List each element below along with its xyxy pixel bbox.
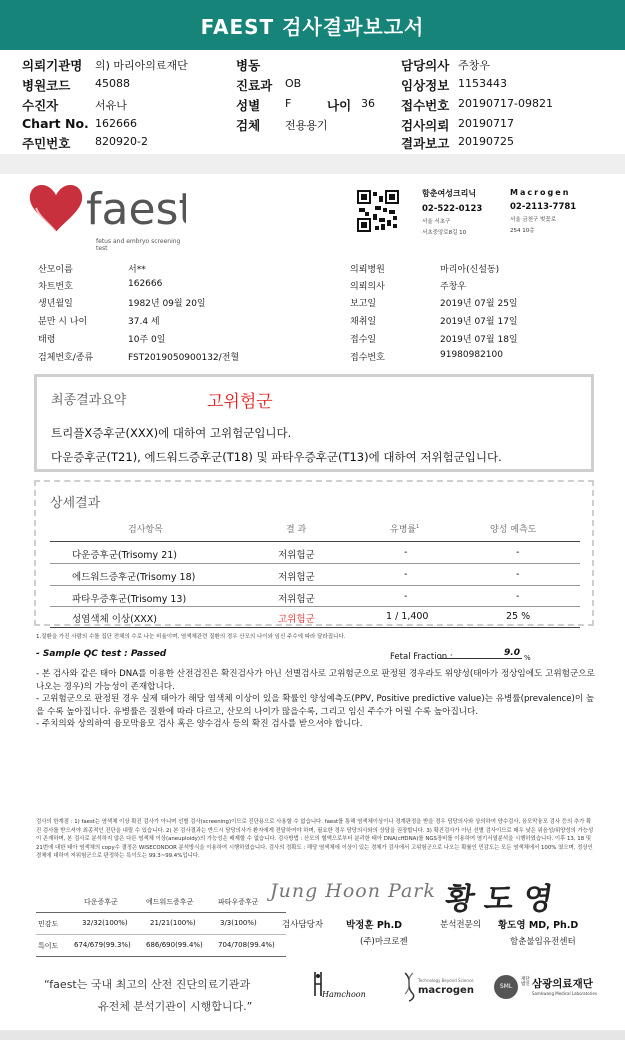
ref-hospital-value: 마리아(신설동)	[440, 265, 500, 275]
qr-code-icon	[357, 190, 399, 232]
age-value: 36	[361, 97, 375, 110]
quote-line-1: “faest는 국내 최고의 산전 진단의료기관과	[44, 978, 251, 991]
institution-value: 의) 마리아의료재단	[95, 59, 188, 72]
collect-day-value: 2019년 07월 17일	[440, 317, 518, 327]
department-label: 진료과	[236, 78, 273, 93]
closing-quote	[44, 974, 252, 1018]
sex-label: 성별	[236, 98, 261, 113]
hamchoon-logo	[308, 970, 368, 1004]
analyst-org: 함춘불임유전센터	[510, 937, 576, 947]
tester-org: (주)마크로젠	[360, 937, 408, 947]
fetal-fraction-unit: %	[524, 654, 531, 662]
note-item: - 고위험군으로 판정된 경우 실제 태아가 해당 염색체 이상이 있을 확률인 양성예측도(PPV, Positive predictive value)는 유병률(prevalence)이 높을 수록 높아집니다. 유병률은 질환에 따라 다르고, 산모의 나이가 많을수록, 그리고 임신 주수가 어릴 수록 높아집니다.	[36, 694, 595, 717]
header-result: 결 과	[286, 525, 307, 535]
macrogen-name: Macrogen	[510, 188, 571, 197]
final-summary-box	[34, 374, 594, 472]
qc-status: - Sample QC test : Passed	[36, 649, 167, 659]
receipt-day-label: 접수일	[350, 335, 377, 345]
doctor-label: 담당의사	[401, 58, 450, 73]
detail-title: 상세결과	[50, 496, 101, 511]
macrogen-tagline: Technology Beyond Science	[418, 978, 474, 983]
hamchoon-wordmark: Hamchoon	[322, 990, 366, 999]
chart-number-label: 차트번호	[38, 282, 73, 292]
chart-number-value: 162666	[128, 279, 163, 289]
recipient-label: 수진자	[22, 98, 59, 113]
ref-hospital-label: 의뢰병원	[350, 265, 385, 275]
institution-label: 의뢰기관명	[22, 58, 83, 73]
gestation-value: 10주 0일	[128, 335, 166, 345]
report-date-value: 20190725	[458, 135, 514, 148]
recipient-value: 서유나	[95, 99, 127, 112]
table-row: 파타우증후군(Trisomy 13) 저위험군 - -	[72, 591, 520, 605]
summary-line-1: 트리플X증후군(XXX)에 대하여 고위험군입니다.	[51, 426, 292, 440]
report-title: FAEST 검사결과보고서	[0, 0, 625, 50]
report-day-value: 2019년 07월 25일	[440, 299, 518, 309]
header-info	[0, 50, 625, 154]
note-item: - 본 검사와 같은 태아 DNA를 이용한 산전검진은 확진검사가 아닌 선별검사로 고위험군으로 판정된 경우라도 위양성(태아가 정상임에도 고위험군으로 나오는 경우)의 가능성이 존재합니다.	[36, 669, 595, 692]
samkwang-prefix: 재단법인	[521, 977, 530, 987]
table-rule	[50, 627, 580, 628]
summary-risk: 고위험군	[207, 392, 273, 412]
samkwang-wordmark: 삼광의료재단	[532, 978, 593, 990]
analyst-name: 황도영 MD, Ph.D	[498, 920, 579, 931]
note-item: - 주치의와 상의하여 융모막융모 검사 혹은 양수검사 등의 확진 검사를 받으셔야 합니다.	[36, 719, 363, 730]
bottom-strip	[0, 1030, 625, 1040]
macrogen-phone: 02-2113-7781	[510, 202, 577, 212]
ward-label: 병동	[236, 58, 261, 73]
hamchoon-contact	[422, 188, 482, 236]
stats-header-row: 다운증후군 에드워드증후군 파타우증후군	[84, 898, 259, 906]
report-document	[16, 174, 609, 1030]
samkwang-en: Samkwang Medical Laboratories	[532, 991, 597, 996]
summary-title: 최종결과요약	[51, 393, 127, 408]
hamchoon-addr2: 서초중앙로8길 10	[422, 230, 467, 236]
header-prevalence: 유병률$^1$	[390, 524, 420, 535]
tester-signature: Jung Hoon Park	[270, 880, 436, 902]
macrogen-addr1: 서울 금천구 벚꽃로	[510, 217, 557, 223]
tester-name: 박정훈 Ph.D	[346, 920, 403, 931]
specimen-label: 검체	[236, 118, 261, 133]
sample-no-value: FST2019050900132/전혈	[128, 353, 240, 363]
birth-date-label: 생년월일	[38, 299, 73, 309]
doctor-value: 주창우	[458, 59, 490, 72]
hospital-code-value: 45088	[95, 77, 130, 90]
notes-list	[36, 668, 596, 731]
receipt-no-value: 20190717-09821	[458, 97, 553, 110]
macrogen-wordmark: macrogen	[418, 985, 474, 996]
prevalence-footnote: 1.질환을 가진 사람의 수를 집단 전체의 수로 나눈 비율이며, 염색체관련 질환의 경우 산모의 나이와 임신 주수에 따라 달라집니다.	[36, 634, 346, 640]
hospital-code-label: 병원코드	[22, 78, 71, 93]
faest-logo	[26, 178, 186, 250]
request-date-value: 20190717	[458, 117, 514, 130]
table-row: 특이도 674/679(99.3%) 686/690(99.4%) 704/708(99.4%)	[38, 941, 275, 950]
delivery-age-value: 37.4 세	[128, 317, 160, 327]
clinical-info-label: 임상정보	[401, 78, 450, 93]
mother-name-label: 산모이름	[38, 265, 73, 275]
summary-line-2: 다운증후군(T21), 에드워드증후군(T18) 및 파타우증후군(T13)에 대하여 저위험군입니다.	[51, 450, 502, 464]
report-day-label: 보고일	[350, 299, 377, 309]
detail-header-row	[50, 517, 580, 537]
gestation-label: 태령	[38, 335, 56, 345]
detail-results-box	[34, 480, 594, 626]
test-limitations: 검사의 한계점 : 1) faest는 염색체 이상 확진 검사가 아니며 선별 검사(screening)이므로 진단용으로 사용할 수 없습니다. faest를 통해 염색체이상이나 경계판정을 받을 경우 담당의사와 상의하여 양수검사, 융모막융모 검사 등의 추가 확진 검사를 받으셔야 최종적인 진단을 내릴 수 있습니다. 2) 본 검사결과는 반드시 담당의사가 환자에게 전달하여야 하며, 필요한 경우 담당의사와의 상담을 권장합니다. 3) 확진검사가 아닌 선별 검사이므로 매우 낮은 위음성/위양성의 가능성이 존재하며, 본 검사로 분석하지 않은 다른 염색체 이상(aneuploidy)의 가능성은 배제할 수 없습니다. 검사방법 : 산모의 혈액으로부터 분리한 태아 DNA(cffDNA)를 NGS장비를 이용하여 염기서열분석을 시행하였습니다. 이후 13, 18 및 21번에 대한 태아 염색체의 copy수 결정은 WISECONDOR 분석방식을 이용하여 시행하였습니다. 검사의 정확도 : 해당 염색체에 이상이 있는 경체가 검사에서 고위험군으로 나오는 확률인 민감도는 모든 염색체에서 100% 였으며, 정상인 경체에 대하여 저위험군으로 판정하는 특이도는 99.3~99.4%입니다.	[36, 819, 594, 860]
ref-doctor-value: 주창우	[440, 282, 467, 292]
fetal-fraction-label: Fetal Fraction :	[390, 652, 453, 662]
samkwang-badge-icon: SML	[494, 975, 518, 999]
report-date-label: 결과보고	[401, 136, 450, 151]
table-row: 다운증후군(Trisomy 21) 저위험군 - -	[72, 547, 520, 561]
chart-no-value: 162666	[95, 117, 137, 130]
department-value: OB	[285, 77, 302, 90]
collect-day-label: 채취일	[350, 317, 377, 327]
hamchoon-name: 함춘여성크리닉	[422, 189, 477, 198]
specimen-value: 전용용기	[285, 119, 328, 132]
quote-line-2: 유전체 분석기관이 시행합니다.”	[98, 1000, 253, 1013]
macrogen-contact	[510, 188, 576, 234]
receipt-number-value: 91980982100	[440, 350, 503, 360]
resident-no-label: 주민번호	[22, 136, 71, 151]
receipt-number-label: 접수번호	[350, 353, 385, 363]
logo-wordmark: faest	[86, 184, 186, 235]
table-row: 민감도 32/32(100%) 21/21(100%) 3/3(100%)	[38, 919, 257, 928]
mother-name-value: 서**	[128, 265, 146, 275]
receipt-no-label: 접수번호	[401, 98, 450, 113]
chart-no-label: Chart No.	[22, 116, 89, 131]
sample-no-label: 검체번호/종류	[38, 353, 94, 363]
dna-icon	[402, 972, 416, 1002]
macrogen-addr2: 254 10층	[510, 228, 535, 234]
separator-band	[0, 154, 625, 174]
samkwang-logo	[494, 970, 609, 1004]
fetal-fraction-value: 9.0	[438, 648, 522, 659]
clinical-info-value: 1153443	[458, 77, 507, 90]
macrogen-logo	[402, 970, 474, 1004]
receipt-day-value: 2019년 07월 18일	[440, 335, 518, 345]
header-ppv: 양성 예측도	[490, 525, 537, 535]
logo-subtitle: fetus and embryo screening test	[96, 238, 181, 252]
header-item: 검사항목	[128, 525, 163, 535]
hamchoon-phone: 02-522-0123	[422, 204, 483, 214]
ref-doctor-label: 의뢰의사	[350, 282, 385, 292]
resident-no-value: 820920-2	[95, 135, 148, 148]
sex-value: F	[285, 97, 292, 110]
stats-rule	[36, 956, 286, 957]
table-row: 성염색체 이상(XXX) 고위험군 1 / 1,400 25 %	[72, 611, 531, 625]
analyst-signature: 황도영	[443, 882, 565, 917]
tester-label: 검사담당자	[282, 920, 324, 930]
delivery-age-label: 분만 시 나이	[38, 317, 88, 327]
analyst-label: 분석전문의	[440, 920, 482, 930]
heart-icon	[26, 178, 186, 238]
request-date-label: 검사의뢰	[401, 118, 450, 133]
table-row: 에드워드증후군(Trisomy 18) 저위험군 - -	[72, 569, 520, 583]
hamchoon-addr1: 서울 서초구	[422, 219, 451, 225]
birth-date-value: 1982년 09월 20일	[128, 299, 206, 309]
age-label: 나이	[327, 98, 352, 113]
